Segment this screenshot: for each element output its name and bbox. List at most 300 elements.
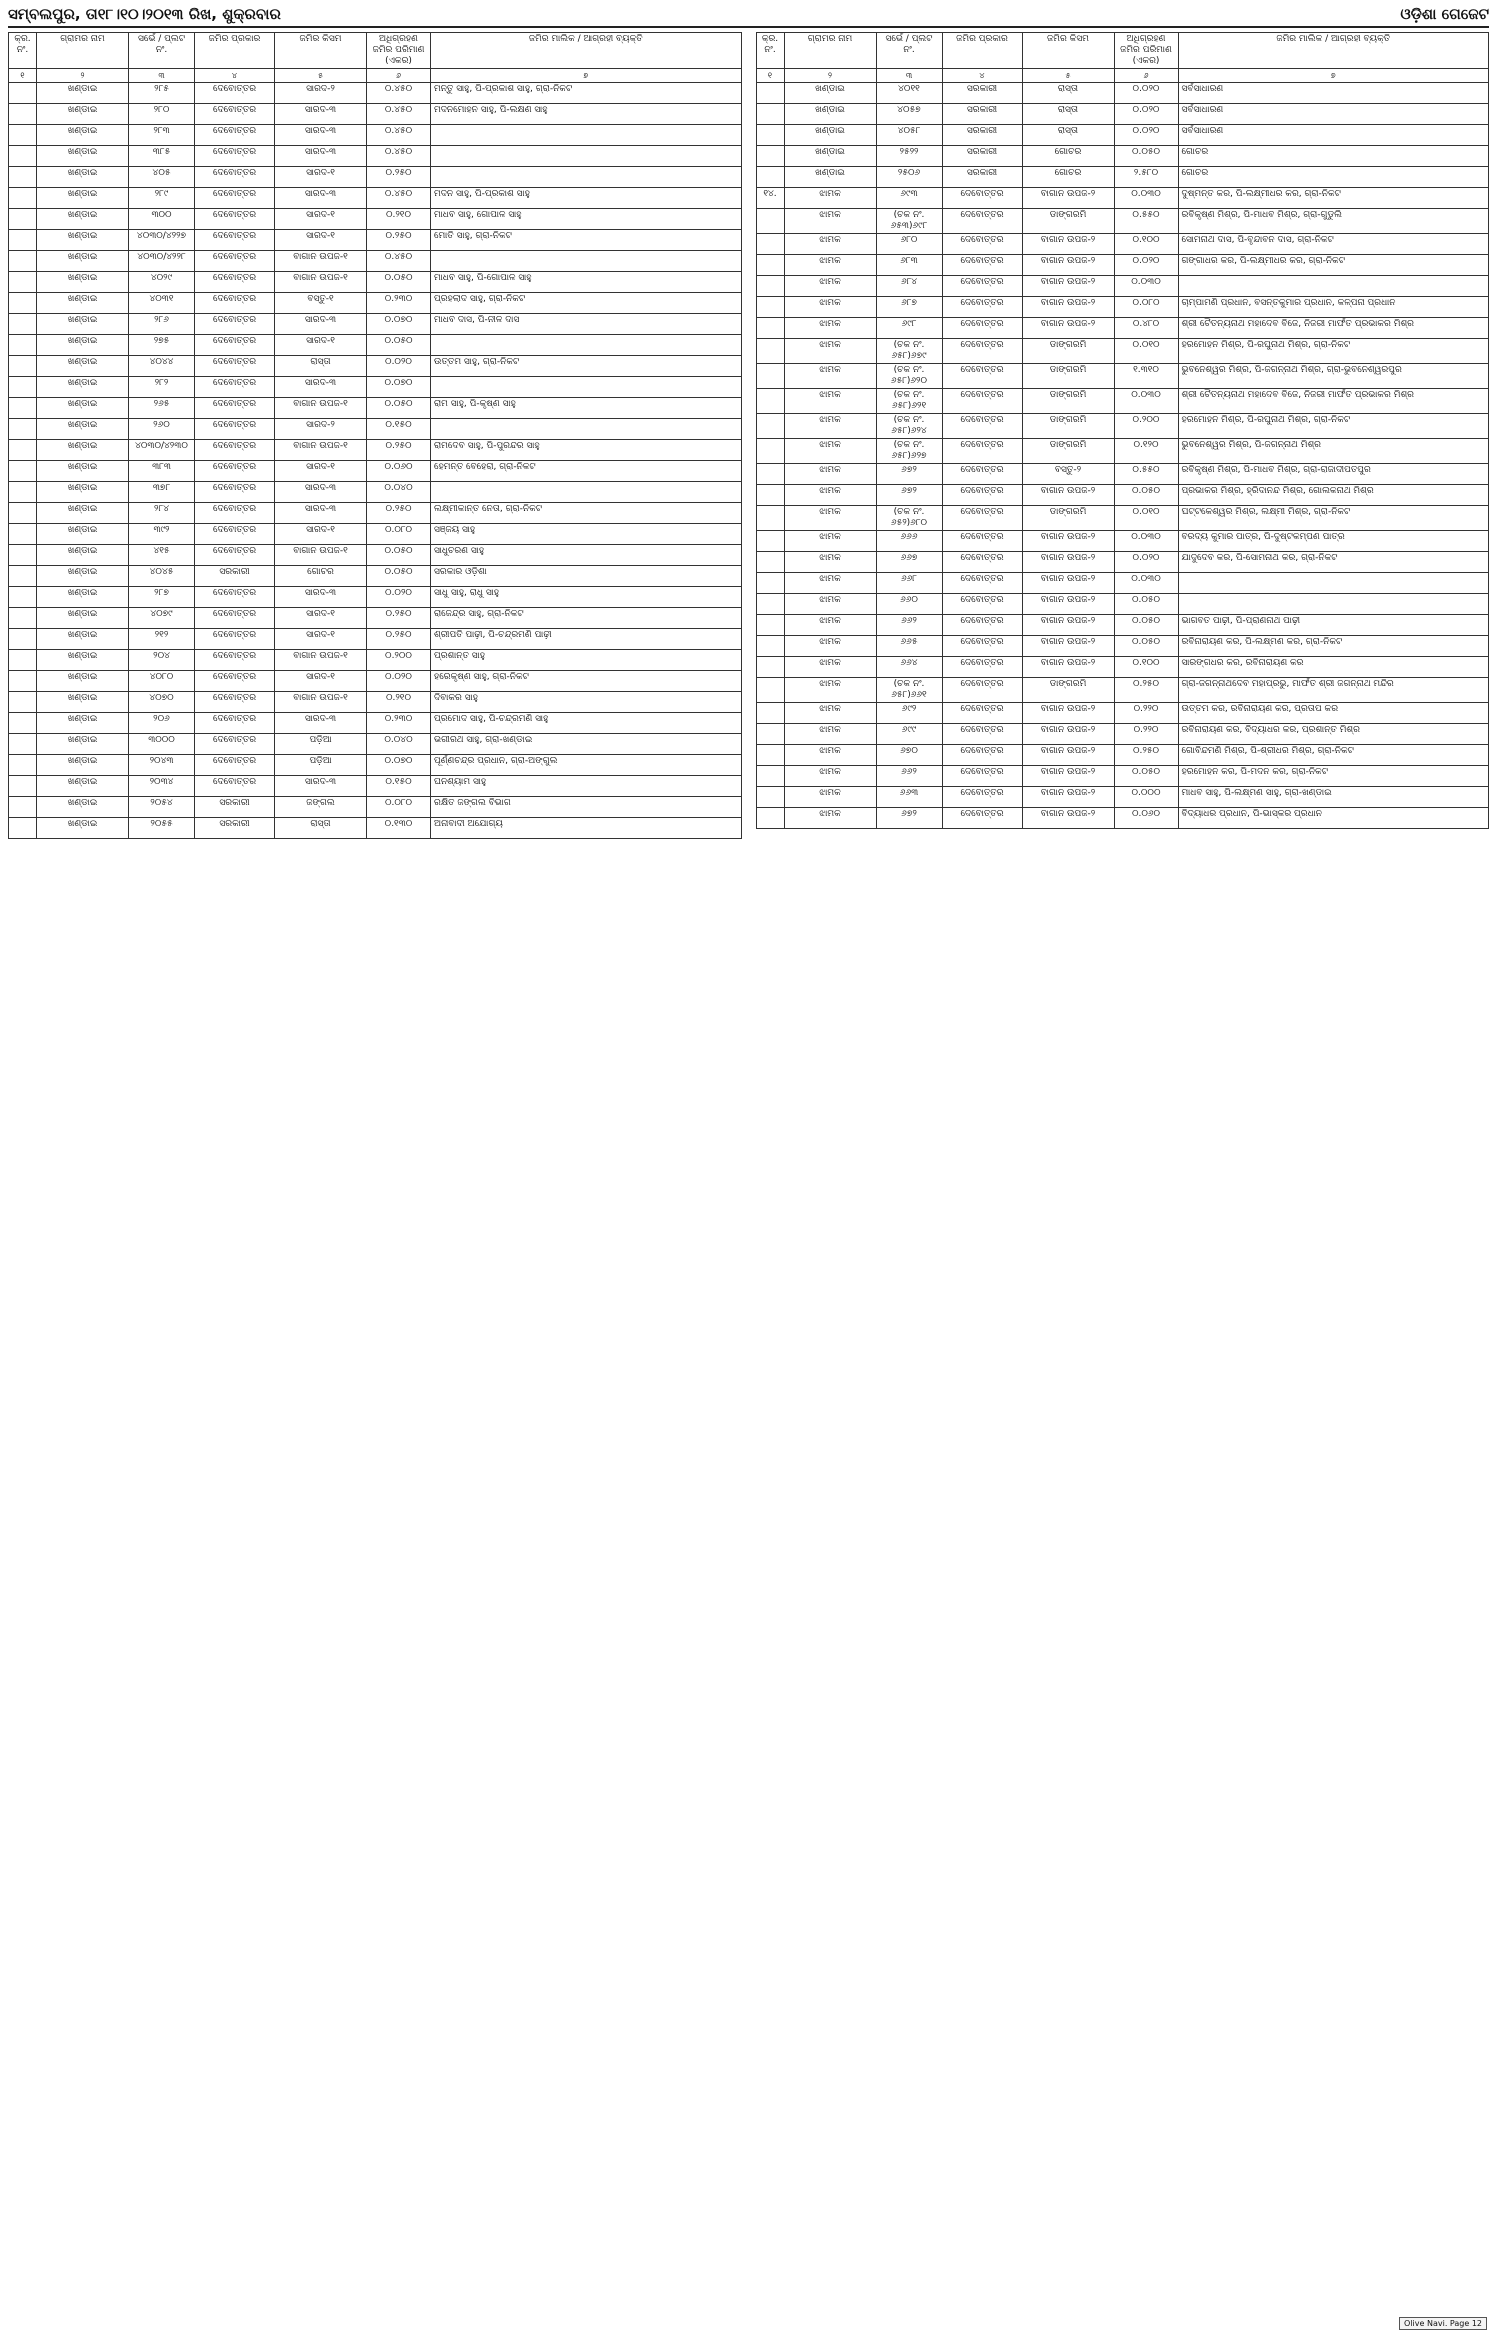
sl-cell (9, 776, 37, 797)
village-cell: ଖଣ୍ଡାଇ (784, 104, 876, 125)
type-cell: ଦେବୋତ୍ତର (195, 83, 275, 104)
type-cell: ସରକାରୀ (195, 818, 275, 839)
plot-cell: ୨୦୫୫ (129, 818, 195, 839)
village-cell: ଝାମକ (784, 531, 876, 552)
area-cell: ୦.୦୮୦ (367, 797, 431, 818)
village-cell: ଝାମକ (784, 209, 876, 234)
kisam-cell: ଗୋଚର (1022, 167, 1114, 188)
table-row (756, 745, 1489, 766)
table-row (9, 167, 742, 188)
owner-cell: ବିଦ୍ୟାଧର ପ୍ରଧାନ, ପି-ଭାସ୍କର ପ୍ରଧାନ (1178, 808, 1489, 829)
kisam-cell: ସାରଦ-୩ (275, 314, 367, 335)
plot-cell: ୨୮୦ (129, 104, 195, 125)
kisam-cell: ବାଗାନ ଉପଜ-୨ (1022, 766, 1114, 787)
type-cell: ଦେବୋତ୍ତର (942, 209, 1022, 234)
owner-cell: ପ୍ରମୋଦ ସାହୁ, ପି-ଚନ୍ଦ୍ରମଣି ସାହୁ (431, 713, 742, 734)
type-cell: ଦେବୋତ୍ତର (195, 587, 275, 608)
plot-cell: ୬୯୯ (876, 724, 942, 745)
kisam-cell: ବାଗାନ ଉପଜ-୨ (1022, 636, 1114, 657)
sl-cell (756, 678, 784, 703)
type-cell: ଦେବୋତ୍ତର (195, 629, 275, 650)
village-cell: ଝାମକ (784, 506, 876, 531)
table-row (756, 573, 1489, 594)
col-sl: କ୍ର. ନଂ. (9, 33, 37, 69)
area-cell: ୦.୦୫୦ (367, 335, 431, 356)
plot-cell: ୪୦୧୧ (876, 83, 942, 104)
type-cell: ସରକାରୀ (942, 125, 1022, 146)
kisam-cell: ବାଗାନ ଉପଜ-୨ (1022, 234, 1114, 255)
sl-cell (756, 297, 784, 318)
plot-cell: ୪୦୫୮ (876, 125, 942, 146)
table-row (756, 485, 1489, 506)
owner-cell: ରବିନାରାୟଣ କର, ପି-ଲକ୍ଷ୍ମଣ କର, ଗ୍ରା-ନିକଟ (1178, 636, 1489, 657)
type-cell: ଦେବୋତ୍ତର (195, 293, 275, 314)
sl-cell (9, 587, 37, 608)
area-cell: ୦.୦୭୦ (367, 314, 431, 335)
plot-cell: ୨୫୨୨ (876, 146, 942, 167)
table-row (756, 276, 1489, 297)
area-cell: ୦.୧୩୦ (367, 818, 431, 839)
sl-cell (9, 755, 37, 776)
owner-cell: ବରଦ୍ୟ କୁମାର ପାତ୍ର, ପି-ଦୁଷ୍ଟକମ୍ପଣ ପାତ୍ର (1178, 531, 1489, 552)
table-row (9, 251, 742, 272)
kisam-cell: ଗୋଚର (275, 566, 367, 587)
owner-cell: ଗଙ୍ଗାଧର କର, ପି-ଲକ୍ଷ୍ମୀଧର କର, ଗ୍ରା-ନିକଟ (1178, 255, 1489, 276)
type-cell: ଦେବୋତ୍ତର (195, 356, 275, 377)
plot-cell: ୪୦୩୦/୪୨୩୦ (129, 440, 195, 461)
owner-cell: ଯାଦୁଦେବ କର, ପି-ସୋମନାଥ କର, ଗ୍ରା-ନିକଟ (1178, 552, 1489, 573)
type-cell: ଦେବୋତ୍ତର (942, 787, 1022, 808)
table-row (756, 414, 1489, 439)
table-row (9, 650, 742, 671)
village-cell: ଝାମକ (784, 297, 876, 318)
kisam-cell: ବାଗାନ ଉପଜ-୨ (1022, 485, 1114, 506)
type-cell: ଦେବୋତ୍ତର (942, 703, 1022, 724)
village-cell: ଝାମକ (784, 745, 876, 766)
table-row (756, 678, 1489, 703)
owner-cell: ମାଧବ ସାହୁ, ପି-ଲକ୍ଷ୍ମଣ ସାହୁ, ଗ୍ରା-ଖଣ୍ଡାଇ (1178, 787, 1489, 808)
sl-cell (9, 272, 37, 293)
kisam-cell: ସାରଦ-୩ (275, 188, 367, 209)
area-cell: ୦.୦୮୦ (367, 524, 431, 545)
area-cell: ୦.୦୨୦ (1114, 255, 1178, 276)
type-cell: ଦେବୋତ୍ତର (195, 545, 275, 566)
village-cell: ଝାମକ (784, 808, 876, 829)
table-row (9, 293, 742, 314)
sl-cell (9, 797, 37, 818)
left-table-body (9, 83, 742, 839)
col-kisam: ଜମିର କିସମ (275, 33, 367, 69)
header-left: ସମ୍ବଲପୁର, ତା୧୮।୧୦।୨୦୧୩ ରିଖ, ଶୁକ୍ରବାର (8, 5, 281, 23)
type-cell: ଦେବୋତ୍ତର (195, 125, 275, 146)
village-cell: ଝାମକ (784, 188, 876, 209)
type-cell: ଦେବୋତ୍ତର (195, 671, 275, 692)
kisam-cell: ପଡ଼ିଆ (275, 734, 367, 755)
area-cell: ୦.୦୧୦ (1114, 506, 1178, 531)
area-cell: ୦.୦୩୦ (1114, 188, 1178, 209)
plot-cell: ୪୦୩୧ (129, 293, 195, 314)
table-row (756, 636, 1489, 657)
kisam-cell: ଡାଙ୍ଗରମି (1022, 414, 1114, 439)
sl-cell (9, 230, 37, 251)
plot-cell: (ଚକ ନଂ. ୬୫୮)୬୭୯ (876, 339, 942, 364)
plot-cell: ୬୬୨ (876, 615, 942, 636)
area-cell: ୦.୦୦୦ (1114, 787, 1178, 808)
plot-cell: ୬୭୨ (876, 485, 942, 506)
colnum: ୧ (756, 69, 784, 83)
sl-cell (756, 167, 784, 188)
owner-cell: ଉତ୍ତମ କର, ରବିନାରାୟଣ କର, ପ୍ରତାପ କର (1178, 703, 1489, 724)
sl-cell (9, 734, 37, 755)
owner-cell: ଭାଗବତ ପାଢ଼ୀ, ପି-ପ୍ରାଣନାଥ ପାଢ଼ୀ (1178, 615, 1489, 636)
kisam-cell: ବାଗାନ ଉପଜ-୨ (1022, 297, 1114, 318)
village-cell: ଝାମକ (784, 703, 876, 724)
colnum: ୪ (195, 69, 275, 83)
sl-cell (9, 209, 37, 230)
area-cell: ୦.୨୫୦ (1114, 678, 1178, 703)
table-row (756, 552, 1489, 573)
plot-cell: ୬୮୭ (876, 297, 942, 318)
col-type: ଜମିର ପ୍ରକାର (942, 33, 1022, 69)
kisam-cell: ରାସ୍ତା (1022, 83, 1114, 104)
type-cell: ଦେବୋତ୍ତର (195, 104, 275, 125)
area-cell: ୦.୧୫୦ (367, 419, 431, 440)
type-cell: ଦେବୋତ୍ତର (942, 657, 1022, 678)
plot-cell: ୨୮୯ (129, 188, 195, 209)
type-cell: ଦେବୋତ୍ତର (195, 440, 275, 461)
plot-cell: ୪୦୨୯ (129, 272, 195, 293)
area-cell: ୦.୨୫୦ (367, 230, 431, 251)
kisam-cell: ବାଗାନ ଉପଜ-୨ (1022, 657, 1114, 678)
table-row (756, 615, 1489, 636)
area-cell: ୦.୨୫୦ (1114, 745, 1178, 766)
plot-cell: ୬୯୮ (876, 318, 942, 339)
table-row (9, 776, 742, 797)
area-cell: ୦.୨୧୦ (367, 692, 431, 713)
table-row (9, 755, 742, 776)
type-cell: ଦେବୋତ୍ତର (195, 776, 275, 797)
owner-cell: ରବିକୃଷ୍ଣ ମିଶ୍ର, ପି-ମାଧବ ମିଶ୍ର, ଗ୍ରା-ରାଜାଦୀପତପୁର (1178, 464, 1489, 485)
kisam-cell: ବାଗାନ ଉପଜ-୧ (275, 272, 367, 293)
kisam-cell: ସାରଦ-୩ (275, 713, 367, 734)
plot-cell: ୪୦୪୪ (129, 356, 195, 377)
type-cell: ଦେବୋତ୍ତର (942, 339, 1022, 364)
type-cell: ଦେବୋତ୍ତର (195, 230, 275, 251)
sl-cell (756, 464, 784, 485)
sl-cell (9, 524, 37, 545)
table-row (9, 734, 742, 755)
type-cell: ଦେବୋତ୍ତର (942, 531, 1022, 552)
area-cell: ୦.୦୪୦ (367, 482, 431, 503)
owner-cell: ଗୋଚର (1178, 146, 1489, 167)
area-cell: ୦.୦୫୦ (367, 398, 431, 419)
table-row (756, 594, 1489, 615)
left-column (8, 32, 742, 839)
kisam-cell: ବାଗାନ ଉପଜ-୨ (1022, 703, 1114, 724)
type-cell: ଦେବୋତ୍ତର (195, 251, 275, 272)
owner-cell: ରବିକୃଷ୍ଣ ମିଶ୍ର, ପି-ମାଧବ ମିଶ୍ର, ଗ୍ରା-ଗୁଡୁଲି (1178, 209, 1489, 234)
area-cell: ୦.୪୫୦ (367, 104, 431, 125)
village-cell: ଝାମକ (784, 787, 876, 808)
colnum: ୬ (1114, 69, 1178, 83)
sl-cell (756, 745, 784, 766)
owner-cell: ସୋମନାଥ ଦାସ, ପି-ବୃନ୍ଦାବନ ଦାସ, ଗ୍ରା-ନିକଟ (1178, 234, 1489, 255)
table-row (756, 83, 1489, 104)
kisam-cell: ଡାଙ୍ଗରମି (1022, 339, 1114, 364)
area-cell: ୦.୦୫୦ (1114, 636, 1178, 657)
kisam-cell: ସାରଦ-୩ (275, 146, 367, 167)
table-row (9, 104, 742, 125)
area-cell: ୦.୦୩୦ (1114, 389, 1178, 414)
village-cell: ଖଣ୍ଡାଇ (37, 671, 129, 692)
village-cell: ଖଣ୍ଡାଇ (37, 713, 129, 734)
village-cell: ଖଣ୍ଡାଇ (37, 251, 129, 272)
owner-cell: ଭୁବନେଶ୍ୱର ମିଶ୍ର, ପି-ଜଗନ୍ନାଥ ମିଶ୍ର, ଗ୍ରା-ଭୁବନେଶ୍ୱରପୁର (1178, 364, 1489, 389)
type-cell: ସରକାରୀ (195, 566, 275, 587)
table-row (9, 524, 742, 545)
kisam-cell: ପଡ଼ିଆ (275, 755, 367, 776)
plot-cell: ୪୦୫ (129, 167, 195, 188)
plot-cell: (ଚକ ନଂ. ୬୫୮)୬୨୧ (876, 389, 942, 414)
area-cell: ୦.୨୦୦ (367, 650, 431, 671)
type-cell: ଦେବୋତ୍ତର (195, 167, 275, 188)
owner-cell: ଦିବାକର ସାହୁ (431, 692, 742, 713)
owner-cell: ଘଟ୍ଟକେଶ୍ୱର ମିଶ୍ର, ଲକ୍ଷ୍ମୀ ମିଶ୍ର, ଗ୍ରା-ନିକଟ (1178, 506, 1489, 531)
type-cell: ଦେବୋତ୍ତର (942, 766, 1022, 787)
colnum: ୭ (1178, 69, 1489, 83)
owner-cell: ମୋତି ସାହୁ, ଗ୍ରା-ନିକଟ (431, 230, 742, 251)
owner-cell: ସାରଙ୍ଗଧର କର, ରବିନାରାୟଣ କର (1178, 657, 1489, 678)
type-cell: ଦେବୋତ୍ତର (942, 485, 1022, 506)
col-village: ଗ୍ରାମର ନାମ (37, 33, 129, 69)
village-cell: ଝାମକ (784, 339, 876, 364)
table-row (9, 566, 742, 587)
owner-cell: ଭୁବନେଶ୍ୱର ମିଶ୍ର, ପି-ଜଗନ୍ନାଥ ମିଶ୍ର (1178, 439, 1489, 464)
type-cell: ଦେବୋତ୍ତର (942, 234, 1022, 255)
kisam-cell: ବାଗାନ ଉପଜ-୨ (1022, 552, 1114, 573)
kisam-cell: ଡାଙ୍ଗରମି (1022, 678, 1114, 703)
area-cell: ୦.୦୫୦ (367, 545, 431, 566)
type-cell: ସରକାରୀ (195, 797, 275, 818)
kisam-cell: ବାଗାନ ଉପଜ-୨ (1022, 573, 1114, 594)
type-cell: ଦେବୋତ୍ତର (195, 713, 275, 734)
plot-cell: ୬୯୩ (876, 188, 942, 209)
table-row (9, 398, 742, 419)
owner-cell: ସରକାର ଓଡ଼ିଶା (431, 566, 742, 587)
owner-cell: ଗ୍ରା-ଜଗନ୍ନାଥଦେବ ମହାପ୍ରଭୁ, ମାର୍ଫତ ଶ୍ରୀ ଜଗନ୍ନାଥ ମନ୍ଦିର (1178, 678, 1489, 703)
area-cell: ୦.୨୨୦ (1114, 703, 1178, 724)
type-cell: ଦେବୋତ୍ତର (942, 188, 1022, 209)
area-cell: ୦.୪୫୦ (367, 251, 431, 272)
sl-cell (9, 503, 37, 524)
sl-cell (756, 766, 784, 787)
owner-cell: ଘନଶ୍ୟାମ ସାହୁ (431, 776, 742, 797)
sl-cell (756, 364, 784, 389)
owner-cell (431, 146, 742, 167)
area-cell: ୦.୦୧୦ (1114, 339, 1178, 364)
table-row (9, 209, 742, 230)
area-cell: ୦.୦୨୦ (367, 356, 431, 377)
village-cell: ଝାମକ (784, 234, 876, 255)
area-cell: ୦.୦୩୦ (1114, 573, 1178, 594)
plot-cell: ୨୦୪ (129, 650, 195, 671)
plot-cell: ୬୮୦ (876, 234, 942, 255)
type-cell: ଦେବୋତ୍ତର (195, 608, 275, 629)
plot-cell: (ଚକ ନଂ. ୬୫୮)୬୨୦ (876, 364, 942, 389)
plot-cell: ୨୮୭ (129, 587, 195, 608)
table-header-row (9, 33, 742, 69)
area-cell: ୦.୦୩୦ (1114, 531, 1178, 552)
village-cell: ଖଣ୍ଡାଇ (784, 167, 876, 188)
plot-cell: ୬୬୭ (876, 552, 942, 573)
area-cell: ୦.୫୫୦ (1114, 209, 1178, 234)
type-cell: ଦେବୋତ୍ତର (195, 524, 275, 545)
area-cell: ୦.୦୨୦ (1114, 552, 1178, 573)
type-cell: ଦେବୋତ୍ତର (942, 506, 1022, 531)
area-cell: ୦.୦୫୦ (1114, 766, 1178, 787)
type-cell: ଦେବୋତ୍ତର (195, 461, 275, 482)
table-row (9, 125, 742, 146)
plot-cell: ୩୮୩ (129, 461, 195, 482)
column-number-row (756, 69, 1489, 83)
sl-cell (9, 545, 37, 566)
plot-cell: ୨୮୫ (129, 83, 195, 104)
type-cell: ଦେବୋତ୍ତର (942, 389, 1022, 414)
sl-cell: ୧୪. (756, 188, 784, 209)
colnum: ୫ (275, 69, 367, 83)
table-row (756, 188, 1489, 209)
area-cell: ୦.୨୫୦ (367, 503, 431, 524)
owner-cell: ଗୋଚର (1178, 167, 1489, 188)
owner-cell (1178, 276, 1489, 297)
plot-cell: ୪୦୪୫ (129, 566, 195, 587)
sl-cell (756, 724, 784, 745)
village-cell: ଖଣ୍ଡାଇ (37, 818, 129, 839)
village-cell: ଝାମକ (784, 255, 876, 276)
village-cell: ଖଣ୍ଡାଇ (37, 335, 129, 356)
sl-cell (756, 146, 784, 167)
owner-cell: ଭଗୀରଥ ସାହୁ, ଗ୍ରା-ଖଣ୍ଡାଇ (431, 734, 742, 755)
kisam-cell: ସାରଦ-୩ (275, 503, 367, 524)
sl-cell (9, 251, 37, 272)
owner-cell: ହରମୋହନ କର, ପି-ମଦନ କର, ଗ୍ରା-ନିକଟ (1178, 766, 1489, 787)
table-row (9, 83, 742, 104)
kisam-cell: ସାରଦ-୩ (275, 587, 367, 608)
table-row (756, 339, 1489, 364)
kisam-cell: ଡାଙ୍ଗରମି (1022, 389, 1114, 414)
plot-cell: ୬୬୪ (876, 657, 942, 678)
colnum: ୨ (37, 69, 129, 83)
kisam-cell: ସାରଦ-୩ (275, 776, 367, 797)
kisam-cell: ସାରଦ-୧ (275, 629, 367, 650)
village-cell: ଖଣ୍ଡାଇ (37, 419, 129, 440)
type-cell: ଦେବୋତ୍ତର (942, 297, 1022, 318)
sl-cell (9, 419, 37, 440)
sl-cell (9, 398, 37, 419)
village-cell: ଝାମକ (784, 615, 876, 636)
colnum: ୨ (784, 69, 876, 83)
kisam-cell: ବାଗାନ ଉପଜ-୨ (1022, 276, 1114, 297)
plot-cell: ୨୭୫ (129, 335, 195, 356)
owner-cell: ଶ୍ରୀ ଚୈତନ୍ୟନାଥ ମହାଦେବ ବିଜେ, ନିଜରୀ ମାର୍ଫତ ପ୍ରଭାକର ମିଶ୍ର (1178, 318, 1489, 339)
table-row (756, 766, 1489, 787)
table-row (9, 146, 742, 167)
type-cell: ଦେବୋତ୍ତର (942, 594, 1022, 615)
table-row (9, 692, 742, 713)
village-cell: ଝାମକ (784, 552, 876, 573)
plot-cell: ୬୭୨ (876, 808, 942, 829)
type-cell: ଦେବୋତ୍ତର (195, 503, 275, 524)
area-cell: ୦.୦୮୦ (1114, 297, 1178, 318)
col-type: ଜମିର ପ୍ରକାର (195, 33, 275, 69)
owner-cell: ସାଧୁଚରଣ ସାହୁ (431, 545, 742, 566)
plot-cell: ୨୦୫୪ (129, 797, 195, 818)
sl-cell (756, 83, 784, 104)
plot-cell: ୨୫୦୬ (876, 167, 942, 188)
area-cell: ୦.୦୫୦ (1114, 594, 1178, 615)
plot-cell: ୪୦୮୦ (129, 671, 195, 692)
table-row (9, 440, 742, 461)
village-cell: ଖଣ୍ଡାଇ (37, 734, 129, 755)
kisam-cell: ସାରଦ-୩ (275, 482, 367, 503)
sl-cell (9, 650, 37, 671)
village-cell: ଖଣ୍ଡାଇ (37, 356, 129, 377)
sl-cell (9, 440, 37, 461)
owner-cell: ହେମନ୍ତ ବେହେରା, ଗ୍ରା-ନିକଟ (431, 461, 742, 482)
plot-cell: ୨୦୪୩ (129, 755, 195, 776)
type-cell: ଦେବୋତ୍ତର (942, 464, 1022, 485)
village-cell: ଖଣ୍ଡାଇ (37, 524, 129, 545)
owner-cell: ରବିନାରାୟଣ କର, ବିଦ୍ୟାଧର କର, ପ୍ରଶାନ୍ତ ମିଶ୍ର (1178, 724, 1489, 745)
kisam-cell: ରାସ୍ତା (275, 356, 367, 377)
type-cell: ସରକାରୀ (942, 83, 1022, 104)
type-cell: ଦେବୋତ୍ତର (195, 335, 275, 356)
village-cell: ଝାମକ (784, 464, 876, 485)
sl-cell (9, 83, 37, 104)
type-cell: ଦେବୋତ୍ତର (942, 573, 1022, 594)
type-cell: ସରକାରୀ (942, 167, 1022, 188)
plot-cell: ୨୦୩୪ (129, 776, 195, 797)
type-cell: ସରକାରୀ (942, 104, 1022, 125)
village-cell: ଝାମକ (784, 364, 876, 389)
plot-cell: ୨୮୪ (129, 503, 195, 524)
plot-cell: ୬୭୦ (876, 745, 942, 766)
area-cell: ୦.୨୫୦ (367, 608, 431, 629)
kisam-cell: ସାରଦ-୧ (275, 671, 367, 692)
col-kisam: ଜମିର କିସମ (1022, 33, 1114, 69)
sl-cell (756, 276, 784, 297)
column-number-row (9, 69, 742, 83)
sl-cell (9, 629, 37, 650)
kisam-cell: ବସ୍ତୁ-୧ (275, 293, 367, 314)
table-row (756, 234, 1489, 255)
village-cell: ଖଣ୍ଡାଇ (37, 125, 129, 146)
sl-cell (756, 657, 784, 678)
area-cell: ୦.୨୫୦ (367, 167, 431, 188)
owner-cell: ରାଜେନ୍ଦ୍ର ସାହୁ, ଗ୍ରା-ନିକଟ (431, 608, 742, 629)
kisam-cell: ବାଗାନ ଉପଜ-୨ (1022, 787, 1114, 808)
area-cell: ୦.୪୫୦ (367, 83, 431, 104)
kisam-cell: ବାଗାନ ଉପଜ-୨ (1022, 724, 1114, 745)
owner-cell (431, 251, 742, 272)
table-row (756, 104, 1489, 125)
area-cell: ୧.୩୧୦ (1114, 364, 1178, 389)
kisam-cell: ବାଗାନ ଉପଜ-୨ (1022, 615, 1114, 636)
kisam-cell: ବସ୍ତୁ-୨ (1022, 464, 1114, 485)
sl-cell (756, 439, 784, 464)
plot-cell: ୪୦୩୦/୪୨୨୭ (129, 230, 195, 251)
village-cell: ଖଣ୍ଡାଇ (37, 503, 129, 524)
